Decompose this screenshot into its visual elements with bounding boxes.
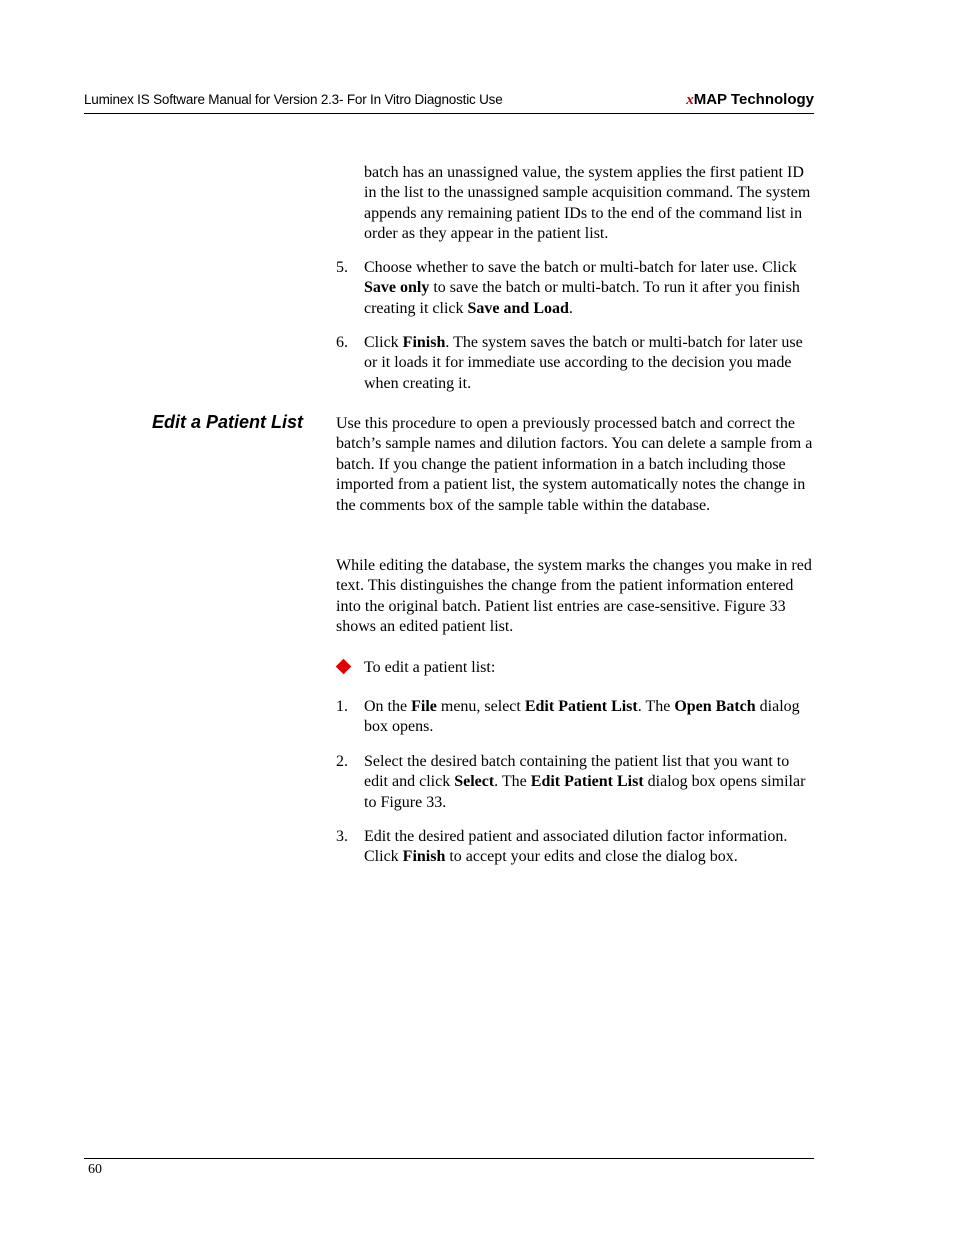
- step-number: 1.: [336, 698, 348, 715]
- step-text: Select the desired batch containing the patient list that you want to edit and click Select. The Edit Patient List dialog box opens similar to Figure 33.: [364, 753, 806, 811]
- step-number: 3.: [336, 828, 348, 845]
- brand-rest: MAP Technology: [693, 91, 814, 108]
- running-header-title: Luminex IS Software Manual for Version 2.3- For In Vitro Diagnostic Use: [84, 92, 503, 107]
- step-number: 6.: [336, 334, 348, 351]
- procedure-intro: To edit a patient list:: [364, 659, 496, 676]
- section-paragraph-2: While editing the database, the system marks the changes you make in red text. This distinguishes the change from the patient information entered into the original batch. Patient list entries are case-sensitive. Figure 33 shows an edited patient list.: [336, 557, 812, 636]
- step-number: 2.: [336, 753, 348, 770]
- step-text: Click Finish. The system saves the batch or multi-batch for later use or it loads it for immediate use according to the decision you made when creating it.: [364, 334, 803, 392]
- header-rule: [84, 113, 814, 114]
- step-text: On the File menu, select Edit Patient List. The Open Batch dialog box opens.: [364, 698, 800, 736]
- brand-x: x: [686, 92, 694, 108]
- step-number: 5.: [336, 259, 348, 276]
- section-paragraph-1: Use this procedure to open a previously processed batch and correct the batch’s sample names and dilution factors. You can delete a sample from a batch. If you change the patient information in a batch including those imported from a patient list, the system automatically notes the change in the comments box of the sample table within the database.: [336, 415, 813, 514]
- step-text: Choose whether to save the batch or multi-batch for later use. Click Save only to save the batch or multi-batch. To run it after you finish creating it click Save and Load.: [364, 259, 800, 317]
- running-header-brand: [686, 91, 814, 109]
- continuation-paragraph: batch has an unassigned value, the system applies the first patient ID in the list to the unassigned sample acquisition command. The system appends any remaining patient IDs to the end of the command list in order as they appear in the patient list.: [364, 164, 811, 243]
- section-heading: Edit a Patient List: [152, 412, 304, 432]
- step-text: Edit the desired patient and associated dilution factor information. Click Finish to accept your edits and close the dialog box.: [364, 828, 788, 866]
- page-number: 60: [88, 1162, 102, 1177]
- footer-rule: [84, 1158, 814, 1159]
- procedure-diamond-icon: [336, 659, 352, 675]
